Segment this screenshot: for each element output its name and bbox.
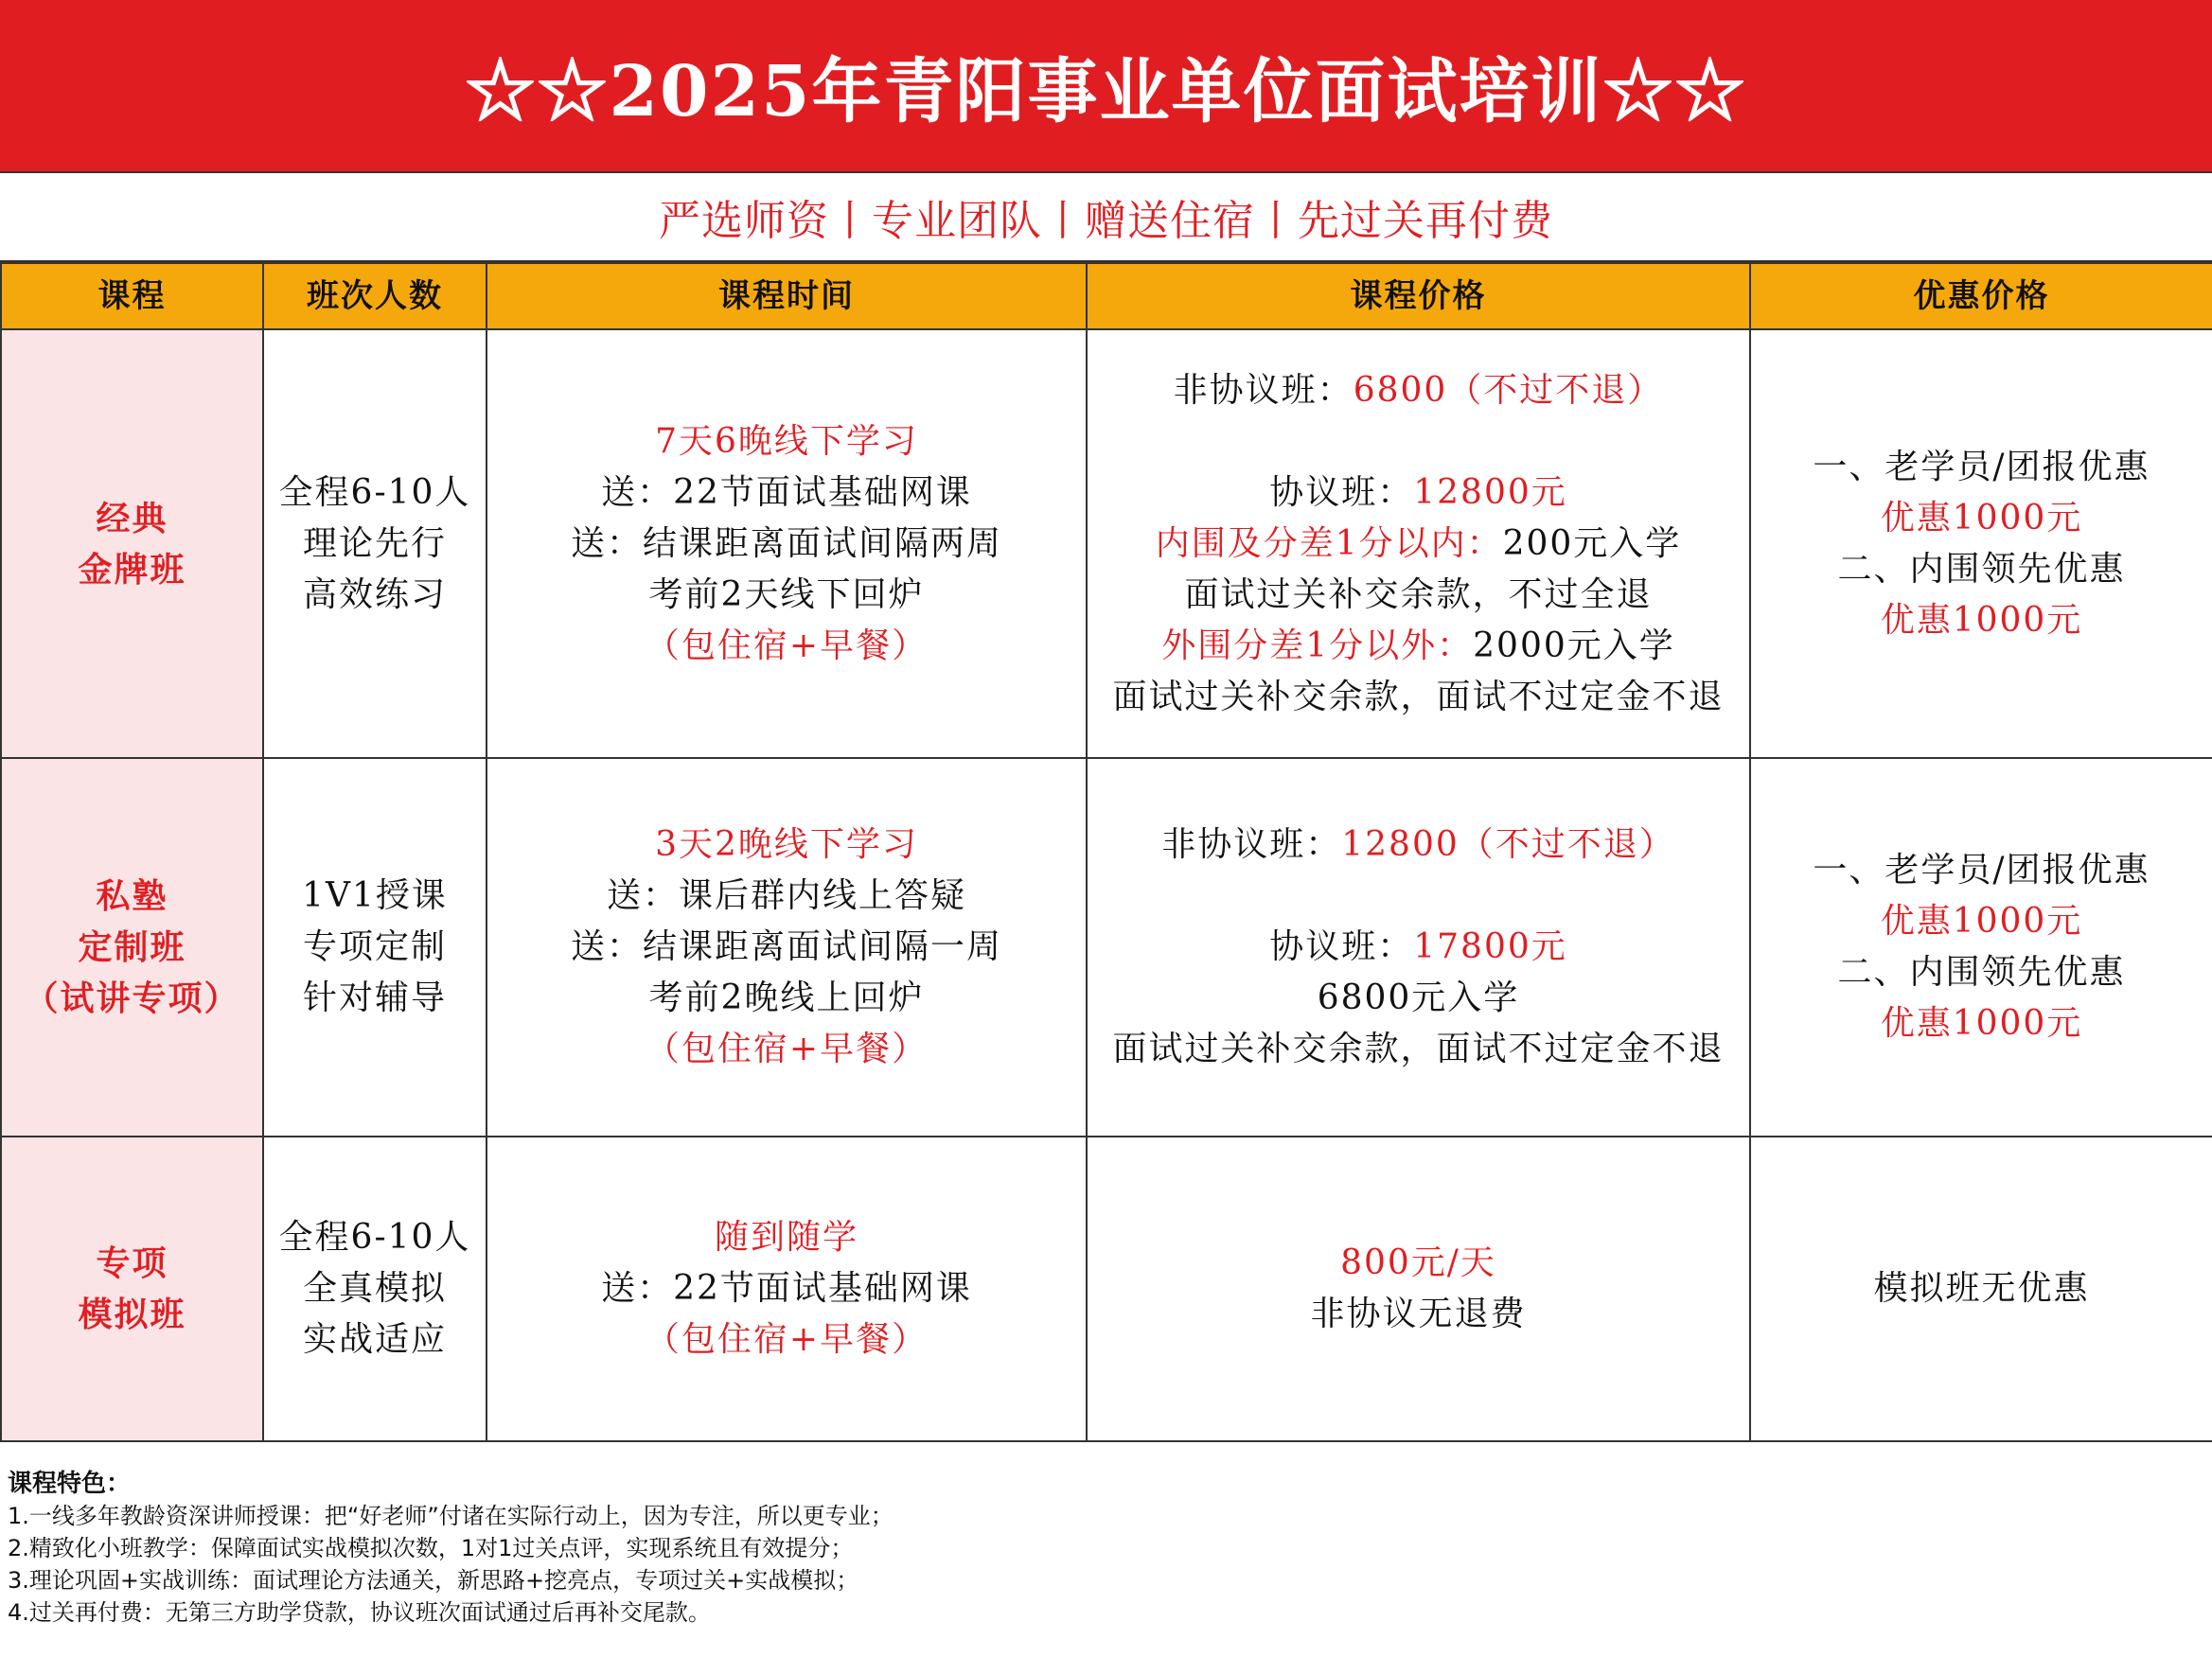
discount-cell (1750, 329, 2212, 758)
course-name-line: （试讲专项） (24, 978, 240, 1018)
price-inner (1088, 519, 1749, 570)
course-name-line: 模拟班 (78, 1295, 186, 1334)
slogan: 严选师资丨专业团队丨赠送住宿丨先过关再付费 (0, 173, 2212, 262)
course-name-line: 专项 (96, 1243, 168, 1283)
schedule-headline: 7天6晚线下学习 (655, 421, 918, 461)
class-size-line: 全真模拟 (302, 1269, 447, 1308)
course-features (0, 1439, 2212, 1657)
price-label: 协议班： (1269, 927, 1414, 966)
discount-amount: 优惠1000元 (1880, 600, 2083, 640)
schedule-line: 送：结课距离面试间隔一周 (570, 927, 1002, 966)
schedule-note: （包住宿+早餐） (645, 1320, 929, 1359)
course-name-line: 经典 (96, 498, 168, 538)
schedule-line: 送：22节面试基础网课 (601, 472, 972, 512)
header-schedule: 课程时间 (487, 263, 1087, 329)
price-value: 2000元入学 (1473, 626, 1675, 665)
schedule-cell (487, 329, 1087, 758)
page-title: ☆☆2025年青阳事业单位面试培训☆☆ (0, 0, 2212, 173)
schedule-headline: 3天2晚线下学习 (655, 825, 918, 864)
discount-line: 一、老学员/团报优惠 (1813, 851, 2150, 890)
price-entry: 6800元入学 (1317, 978, 1520, 1017)
course-table (0, 262, 2212, 1442)
price-outer (1088, 621, 1749, 672)
price-note: 面试过关补交余款，不过全退 (1184, 574, 1653, 614)
class-size-cell (263, 758, 487, 1137)
table-row (1, 329, 2212, 758)
price-label: 外围分差1分以外： (1161, 626, 1474, 665)
spacer (1088, 416, 1749, 467)
schedule-cell (487, 758, 1087, 1137)
header-discount: 优惠价格 (1750, 263, 2212, 329)
price-cell (1087, 329, 1750, 758)
discount-amount: 优惠1000元 (1880, 902, 2083, 941)
class-size-line: 高效练习 (302, 574, 447, 614)
price-label: 非协议班： (1161, 825, 1342, 864)
price-note: 面试过关补交余款，面试不过定金不退 (1112, 1030, 1725, 1068)
price-value: 800元/天 (1340, 1243, 1496, 1282)
discount-line: 模拟班无优惠 (1873, 1269, 2090, 1308)
schedule-note: （包住宿+早餐） (645, 626, 929, 665)
price-label: 非协议班： (1173, 370, 1354, 410)
table-row (1, 758, 2212, 1137)
discount-cell (1750, 1137, 2212, 1441)
price-cell (1087, 758, 1750, 1137)
price-value: 6800（不过不退） (1353, 370, 1664, 410)
spacer (1088, 871, 1749, 922)
price-agreement (1088, 922, 1749, 973)
discount-line: 二、内围领先优惠 (1837, 953, 2126, 992)
price-value: 200元入学 (1502, 523, 1682, 563)
class-size-line: 针对辅导 (302, 978, 447, 1017)
feature-item: 4.过关再付费：无第三方助学贷款，协议班次面试通过后再补交尾款。 (8, 1599, 711, 1626)
class-size-line: 1V1授课 (302, 876, 448, 915)
course-name-line: 定制班 (78, 927, 186, 967)
table-header-row (1, 263, 2212, 329)
discount-line: 一、老学员/团报优惠 (1813, 447, 2150, 486)
schedule-line: 送：结课距离面试间隔两周 (570, 523, 1002, 563)
table-row (1, 1137, 2212, 1441)
schedule-cell (487, 1137, 1087, 1441)
price-note: 面试过关补交余款，面试不过定金不退 (1112, 677, 1725, 716)
class-size-cell (263, 1137, 487, 1441)
feature-item: 1.一线多年教龄资深讲师授课：把“好老师”付诸在实际行动上，因为专注，所以更专业； (8, 1503, 894, 1529)
price-value: 12800元 (1413, 472, 1567, 512)
discount-amount: 优惠1000元 (1880, 498, 2083, 538)
price-non-agreement (1088, 820, 1749, 871)
discount-line: 二、内围领先优惠 (1837, 549, 2126, 589)
course-name-cell (1, 1137, 263, 1441)
header-class-size: 班次人数 (263, 263, 487, 329)
price-label: 协议班： (1269, 472, 1414, 512)
price-cell (1087, 1137, 1750, 1441)
class-size-line: 全程6-10人 (278, 1218, 471, 1257)
feature-item: 2.精致化小班教学：保障面试实战模拟次数，1对1过关点评，实现系统且有效提分； (8, 1535, 854, 1561)
header-course: 课程 (1, 263, 263, 329)
schedule-headline: 随到随学 (714, 1218, 858, 1257)
discount-amount: 优惠1000元 (1880, 1004, 2083, 1043)
feature-item: 3.理论巩固+实战训练：面试理论方法通关，新思路+挖亮点，专项过关+实战模拟； (8, 1567, 859, 1594)
schedule-line: 考前2晚线上回炉 (648, 978, 925, 1017)
schedule-line: 考前2天线下回炉 (648, 574, 925, 614)
header-price: 课程价格 (1087, 263, 1750, 329)
price-value: 12800（不过不退） (1341, 825, 1675, 864)
class-size-cell (263, 329, 487, 758)
class-size-line: 全程6-10人 (278, 472, 471, 512)
features-title: 课程特色： (8, 1470, 132, 1498)
price-value: 17800元 (1413, 927, 1567, 966)
price-agreement (1088, 467, 1749, 519)
course-name-cell (1, 758, 263, 1137)
price-non-agreement (1088, 365, 1749, 416)
price-note: 非协议无退费 (1310, 1295, 1527, 1333)
discount-cell (1750, 758, 2212, 1137)
class-size-line: 实战适应 (302, 1320, 447, 1359)
course-name-line: 私塾 (96, 876, 168, 916)
class-size-line: 理论先行 (302, 523, 447, 563)
course-name-cell (1, 329, 263, 758)
course-name-line: 金牌班 (78, 549, 186, 590)
schedule-line: 送：22节面试基础网课 (601, 1269, 972, 1308)
price-label: 内围及分差1分以内： (1155, 523, 1503, 563)
schedule-note: （包住宿+早餐） (645, 1030, 929, 1068)
class-size-line: 专项定制 (302, 927, 447, 966)
schedule-line: 送：课后群内线上答疑 (606, 876, 966, 915)
